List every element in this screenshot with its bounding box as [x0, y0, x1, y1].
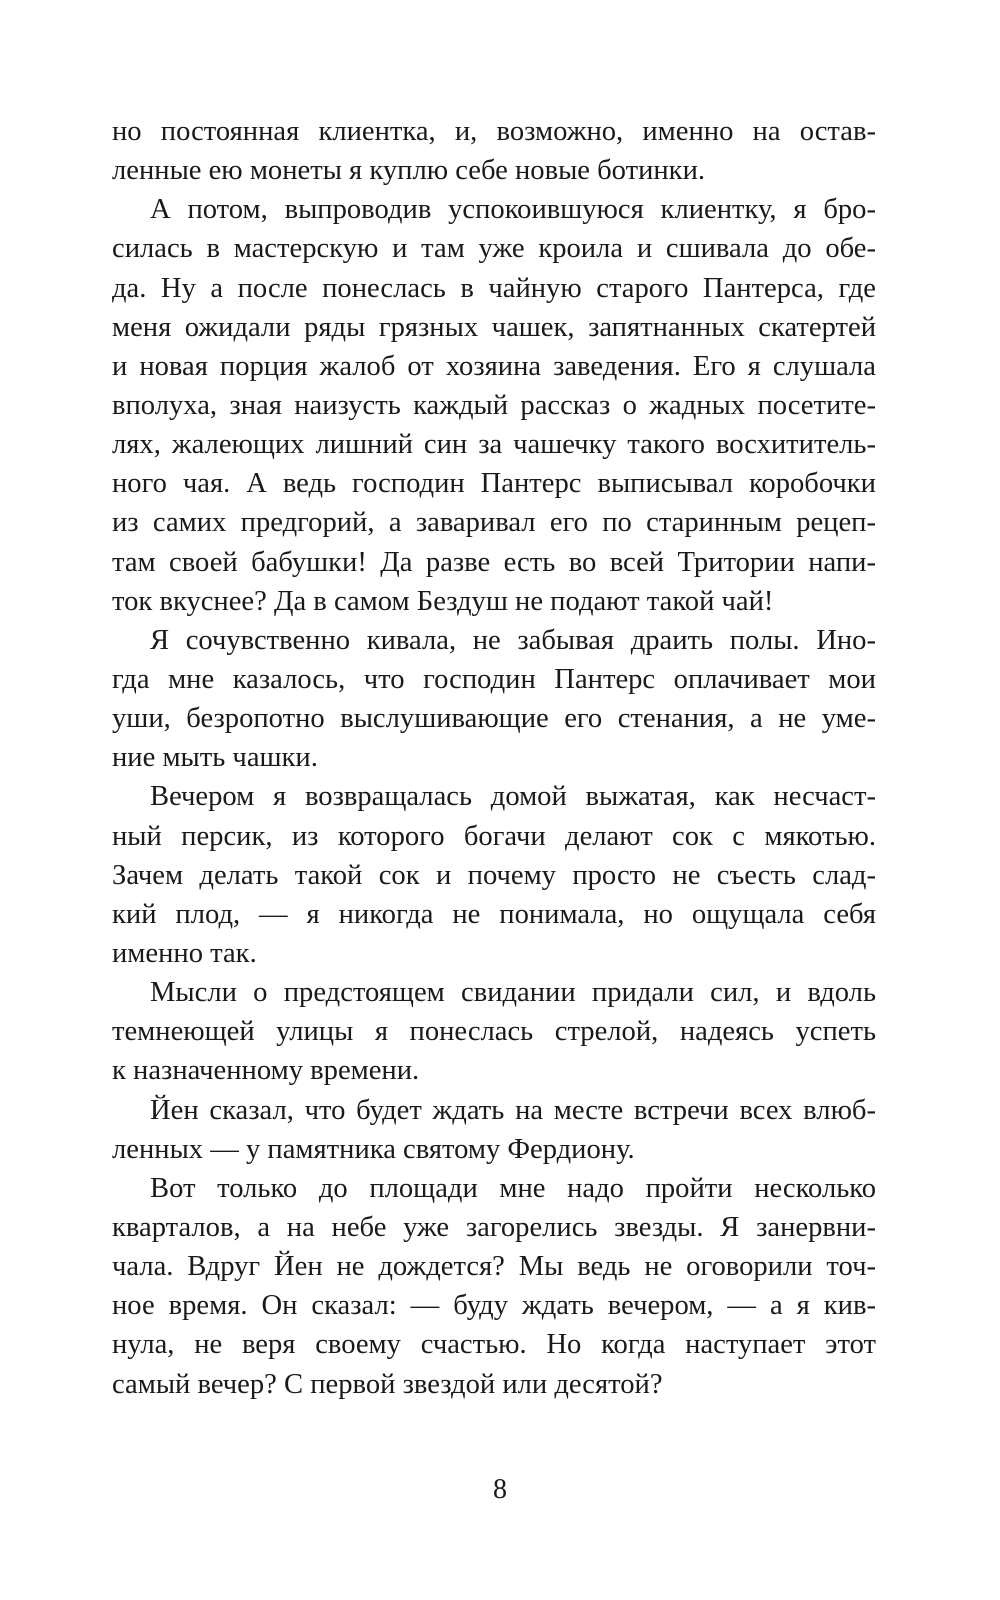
text-line: из самих предгорий, а заваривал его по старинным рецеп- [112, 507, 876, 539]
text-line: кварталов, а на небе уже загорелись звезды. Я занервни- [112, 1211, 876, 1243]
text-line: чала. Вдруг Йен не дождется? Мы ведь не оговорили точ- [112, 1251, 876, 1283]
text-line: ного чая. А ведь господин Пантерс выписывал коробочки [112, 468, 876, 500]
text-line: там своей бабушки! Да разве есть во всей Тритории напи- [112, 546, 876, 578]
text-line: и новая порция жалоб от хозяина заведения. Его я слушала [112, 350, 876, 382]
text-line: но постоянная клиентка, и, возможно, именно на остав- [112, 116, 876, 147]
text-line: Вот только до площади мне надо пройти несколько [150, 1172, 876, 1204]
body-text [112, 112, 876, 1404]
text-line: вполуха, зная наизусть каждый рассказ о жадных посетите- [112, 389, 876, 421]
text-line: гда мне казалось, что господин Пантерс оплачивает мои [112, 663, 876, 695]
text-line: кий плод, — я никогда не понимала, но ощущала себя [112, 898, 876, 930]
page-number: 8 [493, 1474, 507, 1505]
text-line: да. Ну а после понеслась в чайную старого Пантерса, где [112, 272, 876, 304]
text-line: к назначенному времени. [112, 1055, 420, 1087]
text-line: Йен сказал, что будет ждать на месте встречи всех влюб- [150, 1094, 876, 1126]
text-line: силась в мастерскую и там уже кроила и сшивала до обе- [112, 233, 876, 265]
text-line: ленных — у памятника святому Фердиону. [112, 1133, 635, 1165]
text-line: самый вечер? С первой звездой или десятой? [112, 1368, 663, 1400]
text-line: Вечером я возвращалась домой выжатая, как несчаст- [150, 781, 876, 813]
text-line: нула, не веря своему счастью. Но когда наступает этот [112, 1329, 876, 1361]
text-line: уши, безропотно выслушивающие его стенания, а не уме- [112, 703, 876, 735]
text-line: ток вкуснее? Да в самом Бездуш не подают такой чай! [112, 585, 774, 617]
text-line: лях, жалеющих лишний син за чашечку такого восхититель- [112, 429, 876, 461]
text-line: А потом, выпроводив успокоившуюся клиентку, я бро- [150, 194, 876, 226]
text-line: ние мыть чашки. [112, 742, 318, 774]
text-line: именно так. [112, 937, 257, 969]
text-line: Мысли о предстоящем свидании придали сил, и вдоль [150, 977, 876, 1009]
text-line: ный персик, из которого богачи делают сок с мякотью. [112, 820, 876, 852]
text-line: ленные ею монеты я куплю себе новые ботинки. [112, 155, 706, 187]
text-line: Зачем делать такой сок и почему просто не съесть слад- [112, 859, 876, 891]
text-line: Я сочувственно кивала, не забывая драить полы. Ино- [150, 624, 876, 656]
text-line: ное время. Он сказал: — буду ждать вечером, — а я кив- [112, 1290, 876, 1322]
text-line: темнеющей улицы я понеслась стрелой, надеясь успеть [112, 1016, 876, 1048]
text-line: меня ожидали ряды грязных чашек, запятнанных скатертей [112, 311, 876, 343]
